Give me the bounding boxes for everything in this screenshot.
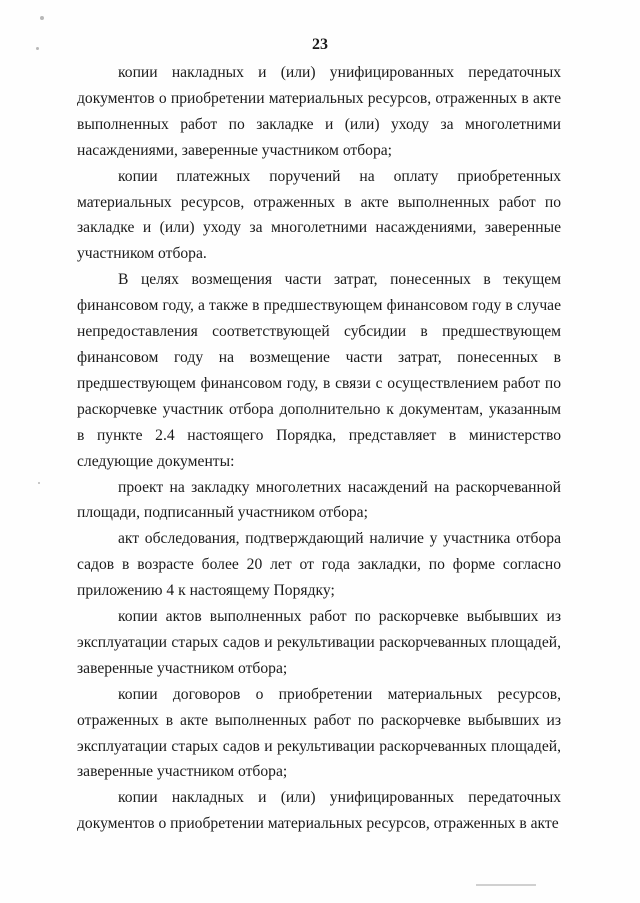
paragraph-payment-orders: копии платежных поручений на оплату приобретенных материальных ресурсов, отраженных в акте выполненных работ по закладке и (или) уходу за многолетними насаждениями, заверенные участником отбора.	[77, 167, 561, 263]
paragraph-uprooting-costs: В целях возмещения части затрат, понесенных в текущем финансовом году, а также в предшествующем финансовом году в случае непредоставления соответствующей субсидии в предшествующем финансовом году на возмещение части затрат, понесенных в предшествующем финансовом году, в связи с осуществлением работ по раскорчевке участник отбора дополнительно к документам, указанным в пункте 2.4 настоящего Порядка, представляет в министерство следующие документы:	[77, 271, 561, 470]
scan-artifact	[40, 16, 44, 20]
document-body	[77, 60, 561, 837]
paragraph-inspection-act: акт обследования, подтверждающий наличие у участника отбора садов в возрасте более 20 лет от года закладки, по форме согласно приложению 4 к настоящему Порядку;	[77, 530, 561, 600]
page-number: 23	[312, 36, 328, 53]
paragraph-planting-project: проект на закладку многолетних насаждений на раскорчеванной площади, подписанный участником отбора;	[77, 478, 561, 522]
scan-artifact	[38, 482, 40, 484]
paragraph-uprooting-acts: копии актов выполненных работ по раскорчевке выбывших из эксплуатации старых садов и рекультивации раскорчеванных площадей, заверенные участником отбора;	[77, 608, 561, 677]
paragraph-waybill-copies-2: копии накладных и (или) унифицированных передаточных документов о приобретении материальных ресурсов, отраженных в акте	[77, 789, 561, 833]
paragraph-waybill-copies: копии накладных и (или) унифицированных передаточных документов о приобретении материальных ресурсов, отраженных в акте выполненных работ по закладке и (или) уходу за многолетними насаждениями, заверенные участником отбора;	[77, 64, 561, 159]
scan-artifact	[476, 884, 536, 886]
paragraph-purchase-contracts: копии договоров о приобретении материальных ресурсов, отраженных в акте выполненных работ по раскорчевке выбывших из эксплуатации старых садов и рекультивации раскорчеванных площадей, заверенные участником отбора;	[77, 685, 561, 781]
